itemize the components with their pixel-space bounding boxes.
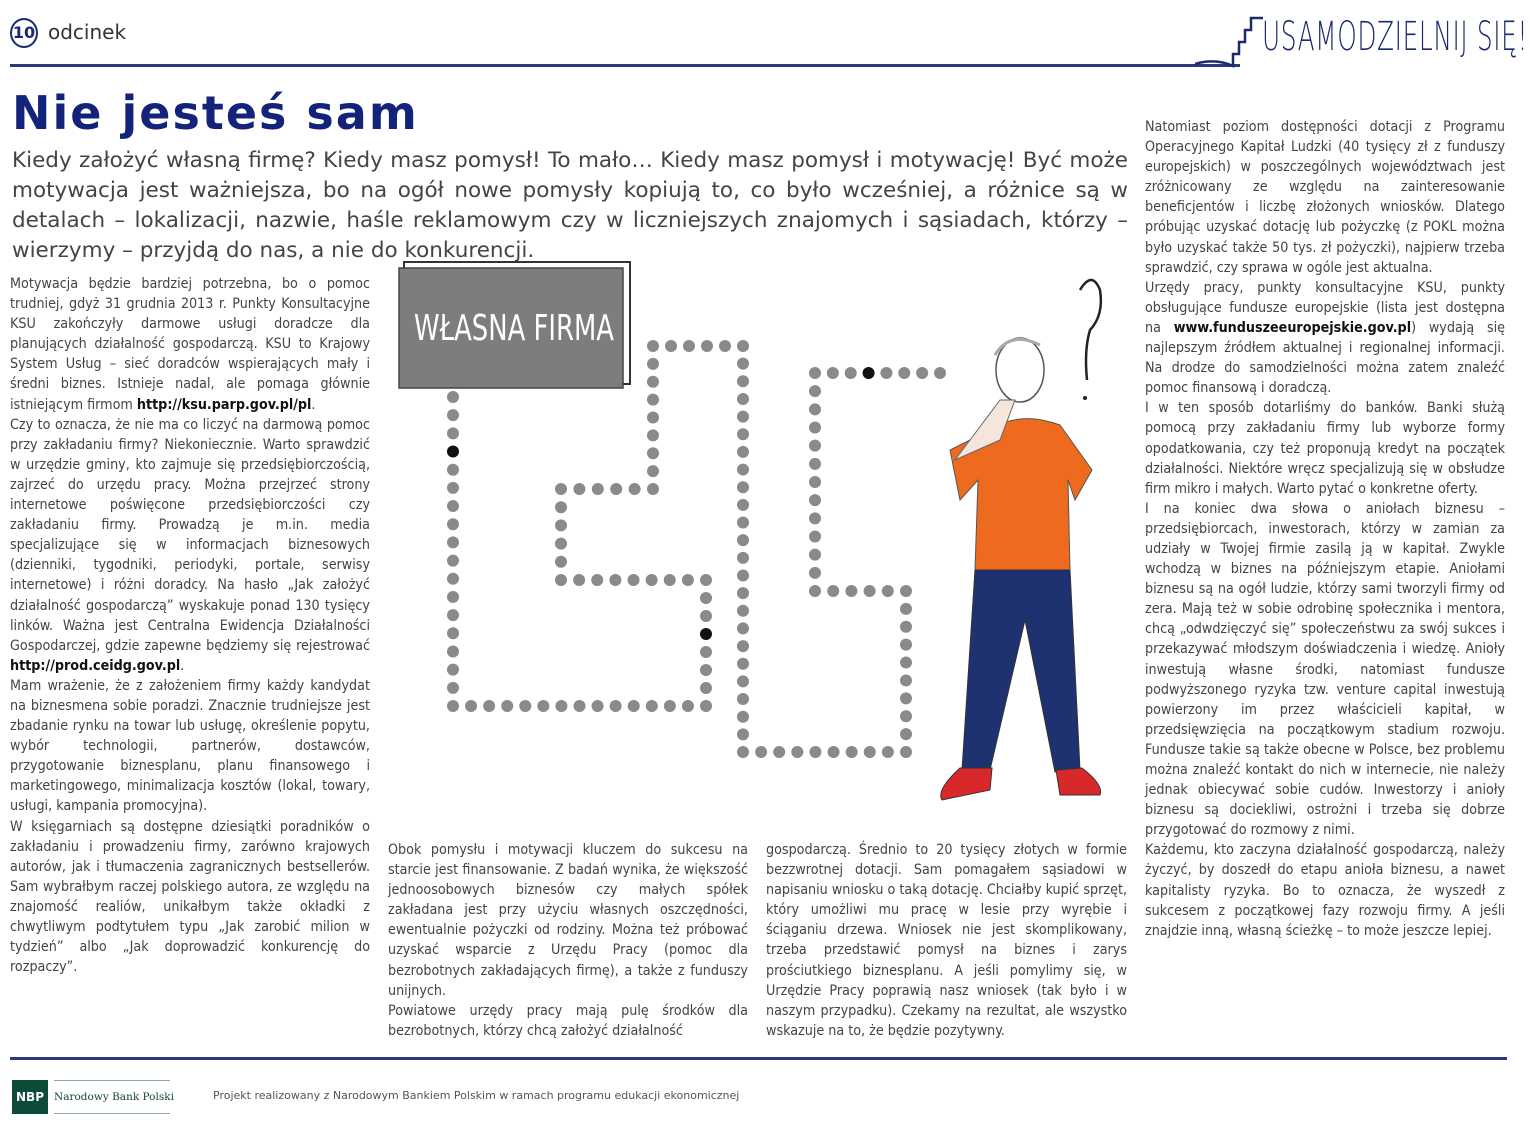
series-title: USAMODZIELNIJ SIĘ! (1262, 14, 1529, 60)
path-dot (773, 746, 785, 758)
path-dot (900, 692, 912, 704)
path-dot (737, 411, 749, 423)
path-dot (882, 585, 894, 597)
path-dot (809, 367, 821, 379)
path-dot (555, 483, 567, 495)
path-dot (647, 412, 659, 424)
path-dot (737, 340, 749, 352)
path-dot (700, 646, 712, 658)
path-dot (664, 574, 676, 586)
path-dot (700, 664, 712, 676)
milestone-dot (700, 628, 712, 640)
column-3 (766, 840, 1127, 1041)
column-1 (10, 274, 370, 977)
path-dot (447, 518, 459, 530)
path-dot (610, 700, 622, 712)
path-dot (737, 587, 749, 599)
ceidg-link[interactable]: http://prod.ceidg.gov.pl (10, 657, 181, 674)
bank-name: Narodowy Bank Polski (54, 1080, 170, 1114)
path-dot (447, 409, 459, 421)
path-dot (628, 574, 640, 586)
path-dot (845, 367, 857, 379)
path-dot (737, 675, 749, 687)
path-dot (737, 552, 749, 564)
path-dot (555, 519, 567, 531)
path-dot (737, 622, 749, 634)
footer-divider (10, 1057, 1507, 1060)
ksu-link[interactable]: http://ksu.parp.gov.pl/pl (136, 396, 312, 413)
paragraph: Czy to oznacza, że nie ma co liczyć na darmową pomoc przy zakładaniu firmy? Niekoniecznie. Warto sprawdzić w urzędzie gminy, kto zajmuje się przedsiębiorczością, zajrzeć do urzędu pracy. Można przejrzeć strony internetowe poświęcone przedsiębiorczości czy zakładaniu firmy. Prowadzą je m.in. media specjalizujące się w informacjach biznesowych (dzienniki, tygodniki, periodyki, portale, serwisy internetowe) i różni doradcy. Na hasło „Jak założyć działalność gospodarczą” wyskakuje ponad 130 tysięcy linków. Ważna jest Centralna Ewidencja Działalności Gospodarczej, gdzie zapewne będziemy się rejestrować http://prod.ceidg.gov.pl. (10, 416, 370, 674)
path-dot (864, 746, 876, 758)
path-dot (900, 728, 912, 740)
project-note: Projekt realizowany z Narodowym Bankiem Polskim w ramach programu edukacji ekonomicznej (213, 1089, 740, 1102)
path-dot (664, 700, 676, 712)
path-dot (900, 603, 912, 615)
path-dot (555, 700, 567, 712)
path-dot (519, 700, 531, 712)
path-dot (900, 585, 912, 597)
paragraph: Każdemu, kto zaczyna działalność gospodarczą, należy życzyć, by doszedł do etapu anioła biznesu, a nawet kapitalisty ryzyka. Bo to oznacza, że wyszedł z sukcesem z początkowej fazy rozwoju firmy. A jeśli znajdzie inną, własną ścieżkę – to może jeszcze lepiej. (1145, 842, 1505, 939)
path-dot (737, 446, 749, 458)
column-4 (1145, 117, 1505, 941)
path-dot (900, 746, 912, 758)
path-dot (809, 531, 821, 543)
path-dot (447, 609, 459, 621)
illustration (390, 255, 1130, 815)
milestone-dot (447, 446, 459, 458)
article-title: Nie jesteś sam (12, 86, 419, 140)
path-dot (609, 574, 621, 586)
path-dot (934, 367, 946, 379)
path-dot (846, 746, 858, 758)
path-dot (737, 517, 749, 529)
path-dot (809, 746, 821, 758)
path-dot (809, 440, 821, 452)
path-dot (501, 700, 513, 712)
path-dot (900, 674, 912, 686)
path-dot (828, 746, 840, 758)
path-dot (555, 501, 567, 513)
dotted-path (447, 340, 946, 758)
paragraph: I na koniec dwa słowa o aniołach biznesu – przedsiębiorcach, inwestorach, którzy w zamian za udziały w Twojej firmie zasilą ją w kapitał. Zwykle wchodzą w biznes na późniejszym etapie. Aniołami biznesu są na ogół ludzie, którzy sami tworzyli firmy od zera. Mają też w sobie odrobinę społecznika i mentora, chcą „odwdzięczyć się” społeczeństwu za swój sukces i przekazywać młodszym doświadczenia i wiedzę. Anioły inwestują własne środki, natomiast fundusze podwyższonego ryzyka tzw. venture capital inwestują powierzony im przez właścicieli kapitał, w przedsięwzięcia na początkowym stadium rozwoju. Fundusze takie są także obecne w Polsce, bez problemu można znaleźć kontakt do nich w internecie, nie należy jednak obiecywać sobie cudów. Inwestorzy i anioły biznesu są dociekliwi, ostrożni i trzeba się dobrze przygotować do rozmowy z nimi. (1145, 500, 1505, 839)
path-dot (555, 574, 567, 586)
sign-text: WŁASNA FIRMA (414, 308, 615, 349)
path-dot (900, 657, 912, 669)
header-divider (10, 64, 1240, 67)
path-dot (483, 700, 495, 712)
path-dot (900, 710, 912, 722)
path-dot (700, 574, 712, 586)
path-dot (700, 682, 712, 694)
path-dot (809, 385, 821, 397)
path-dot (682, 574, 694, 586)
path-dot (898, 367, 910, 379)
milestone-dot (863, 367, 875, 379)
path-dot (737, 499, 749, 511)
path-dot (809, 585, 821, 597)
path-dot (791, 746, 803, 758)
path-dot (737, 746, 749, 758)
path-dot (573, 483, 585, 495)
path-dot (647, 358, 659, 370)
path-dot (646, 700, 658, 712)
path-dot (447, 627, 459, 639)
article-lead: Kiedy założyć własną firmę? Kiedy masz pomysł! To mało… Kiedy masz pomysł i motywację! Być może motywacja jest ważniejsza, bo na ogół nowe pomysły kopiują to, co było wcześniej, a różnice są w detalach – lokalizacji, nazwie, haśle reklamowym czy w liczniejszych znajomych i sąsiadach, którzy – wierzymy – przyjdą do nas, a nie do konkurencji. (12, 148, 1128, 263)
path-dot (646, 574, 658, 586)
path-dot (447, 573, 459, 585)
paragraph: Obok pomysłu i motywacji kluczem do sukcesu na starcie jest finansowanie. Z badań wynika, że większość jednoosobowych biznesów czy małych spółek zakładana jest przy użyciu własnych oszczędności, ewentualnie pożyczki od rodziny. Można też próbować uzyskać wsparcie z Urzędu Pracy (pomoc dla bezrobotnych zakładających firmę), a także z funduszy unijnych. (388, 842, 748, 999)
stairs-icon (1195, 14, 1265, 70)
path-dot (809, 512, 821, 524)
path-dot (882, 746, 894, 758)
path-dot (629, 483, 641, 495)
paragraph: Mam wrażenie, że z założeniem firmy każdy kandydat na biznesmena sobie poradzi. Znacznie trudniejsze jest zbadanie rynku na towar lub usługę, określenie popytu, wybór technologii, partnerów, dostawców, przygotowanie biznesplanu, planu finansowego i marketingowego, minimalizacja kosztów (lokal, towary, usługi, kampania promocyjna). (10, 677, 370, 815)
path-dot (809, 458, 821, 470)
path-dot (610, 483, 622, 495)
path-dot (700, 610, 712, 622)
path-dot (447, 427, 459, 439)
paragraph: Urzędy pracy, punkty konsultacyjne KSU, punkty obsługujące fundusze europejskie (lista jest dostępna na www.funduszeeuropejskie.gov.pl) wydają się najlepszym źródłem aktualnej i regionalnej informacji. Na drodze do samodzielności można zatem znaleźć pomoc finansową i doradczą. (1145, 279, 1505, 397)
path-dot (737, 428, 749, 440)
question-mark-icon (1080, 280, 1101, 400)
path-dot (447, 682, 459, 694)
path-dot (447, 391, 459, 403)
paragraph: W księgarniach są dostępne dziesiątki poradników o zakładaniu i prowadzeniu firmy, zarówno krajowych autorów, jak i tłumaczenia zagranicznych bestsellerów. Sam wybrałbym raczej polskiego autora, ze względu na znajomość realiów, unikałbym także okładki z chwytliwym podtytułem typu „Jak zarobić milion w tydzień” albo „Jak doprowadzić konkurencję do rozpaczy”. (10, 818, 370, 976)
path-dot (647, 483, 659, 495)
paragraph: Powiatowe urzędy pracy mają pulę środków dla bezrobotnych, którzy chcą założyć działalność (388, 1002, 748, 1039)
path-dot (647, 376, 659, 388)
path-dot (737, 569, 749, 581)
path-dot (880, 367, 892, 379)
path-dot (447, 500, 459, 512)
thinking-man-figure (941, 338, 1101, 800)
path-dot (737, 728, 749, 740)
path-dot (447, 645, 459, 657)
path-dot (647, 447, 659, 459)
path-dot (647, 465, 659, 477)
path-dot (592, 700, 604, 712)
path-dot (555, 538, 567, 550)
path-dot (628, 700, 640, 712)
path-dot (647, 394, 659, 406)
path-dot (737, 640, 749, 652)
path-dot (647, 429, 659, 441)
path-dot (900, 621, 912, 633)
path-dot (827, 585, 839, 597)
path-dot (700, 700, 712, 712)
paragraph: Motywacja będzie bardziej potrzebna, bo o pomoc trudniej, gdyż 31 grudnia 2013 r. Punkty Konsultacyjne KSU zakończyły darmowe usługi doradcze dla planujących działalność gospodarczą. KSU to Krajowy System Usług – sieć doradców wspierających mały i średni biznes. Istnieje nadal, ale pomaga głównie istniejącym firmom http://ksu.parp.gov.pl/pl. (10, 276, 370, 413)
path-dot (737, 605, 749, 617)
path-dot (447, 591, 459, 603)
paragraph: gospodarczą. Średnio to 20 tysięcy złotych w formie bezzwrotnej dotacji. Sam pomagałem sąsiadowi w napisaniu wniosku o taką dotację. Chciałby kupić sprzęt, który umożliwi mu pracę w lesie przy wyrębie i ściąganiu drzewa. Wniosek nie jest skomplikowany, trzeba przedstawić pomysł na biznes i zarys prościutkiego biznesplanu. A jeśli pomylimy się, w Urzędzie Pracy poprawią nasz wniosek (tak było i w naszym przypadku). Czekamy na rezultat, ale wszystko wskazuje na to, że będzie pozytywny. (766, 842, 1127, 1039)
path-dot (737, 358, 749, 370)
path-dot (737, 711, 749, 723)
episode-label: odcinek (48, 20, 127, 44)
path-dot (809, 422, 821, 434)
sign (399, 262, 630, 388)
path-dot (916, 367, 928, 379)
nbp-logo: NBP (12, 1080, 48, 1114)
path-dot (827, 367, 839, 379)
path-dot (647, 340, 659, 352)
path-dot (447, 536, 459, 548)
path-dot (573, 574, 585, 586)
path-dot (809, 494, 821, 506)
column-2 (388, 840, 748, 1041)
path-dot (809, 476, 821, 488)
path-dot (809, 549, 821, 561)
path-dot (447, 555, 459, 567)
path-dot (701, 340, 713, 352)
path-dot (737, 534, 749, 546)
path-dot (447, 482, 459, 494)
episode-number-badge: 10 (10, 18, 38, 48)
path-dot (900, 639, 912, 651)
path-dot (737, 464, 749, 476)
path-dot (737, 481, 749, 493)
path-dot (845, 585, 857, 597)
path-dot (537, 700, 549, 712)
eu-funds-link[interactable]: www.funduszeeuropejskie.gov.pl (1173, 319, 1412, 336)
path-dot (683, 340, 695, 352)
path-dot (737, 393, 749, 405)
path-dot (447, 464, 459, 476)
path-dot (465, 700, 477, 712)
path-dot (574, 700, 586, 712)
path-dot (755, 746, 767, 758)
path-dot (555, 556, 567, 568)
path-dot (447, 700, 459, 712)
path-dot (682, 700, 694, 712)
path-dot (447, 664, 459, 676)
path-dot (591, 574, 603, 586)
paragraph: I w ten sposób dotarliśmy do banków. Banki służą pomocą przy zakładaniu firmy lub wyborze formy opodatkowania, czy też proponują kredyt na początek działalności. Niektóre wręcz specjalizują się w obsłudze firm mikro i małych. Warto pytać o konkretne oferty. (1145, 400, 1505, 497)
path-dot (737, 658, 749, 670)
path-dot (665, 340, 677, 352)
path-dot (737, 693, 749, 705)
path-dot (592, 483, 604, 495)
path-dot (719, 340, 731, 352)
path-dot (809, 403, 821, 415)
path-dot (737, 375, 749, 387)
paragraph: Natomiast poziom dostępności dotacji z Programu Operacyjnego Kapitał Ludzki (40 tysięcy zł z funduszy europejskich) w poszczególnych województwach jest zróżnicowany ze względu na zainteresowanie beneficjentów i liczbę złożonych wniosków. Dlatego próbując uzyskać dotację lub pożyczkę (z POKL można było uzyskać także 50 tys. zł pożyczki), najpierw trzeba sprawdzić, czy sprawa w ogóle jest aktualna. (1145, 119, 1505, 276)
path-dot (809, 567, 821, 579)
path-dot (864, 585, 876, 597)
path-dot (700, 592, 712, 604)
